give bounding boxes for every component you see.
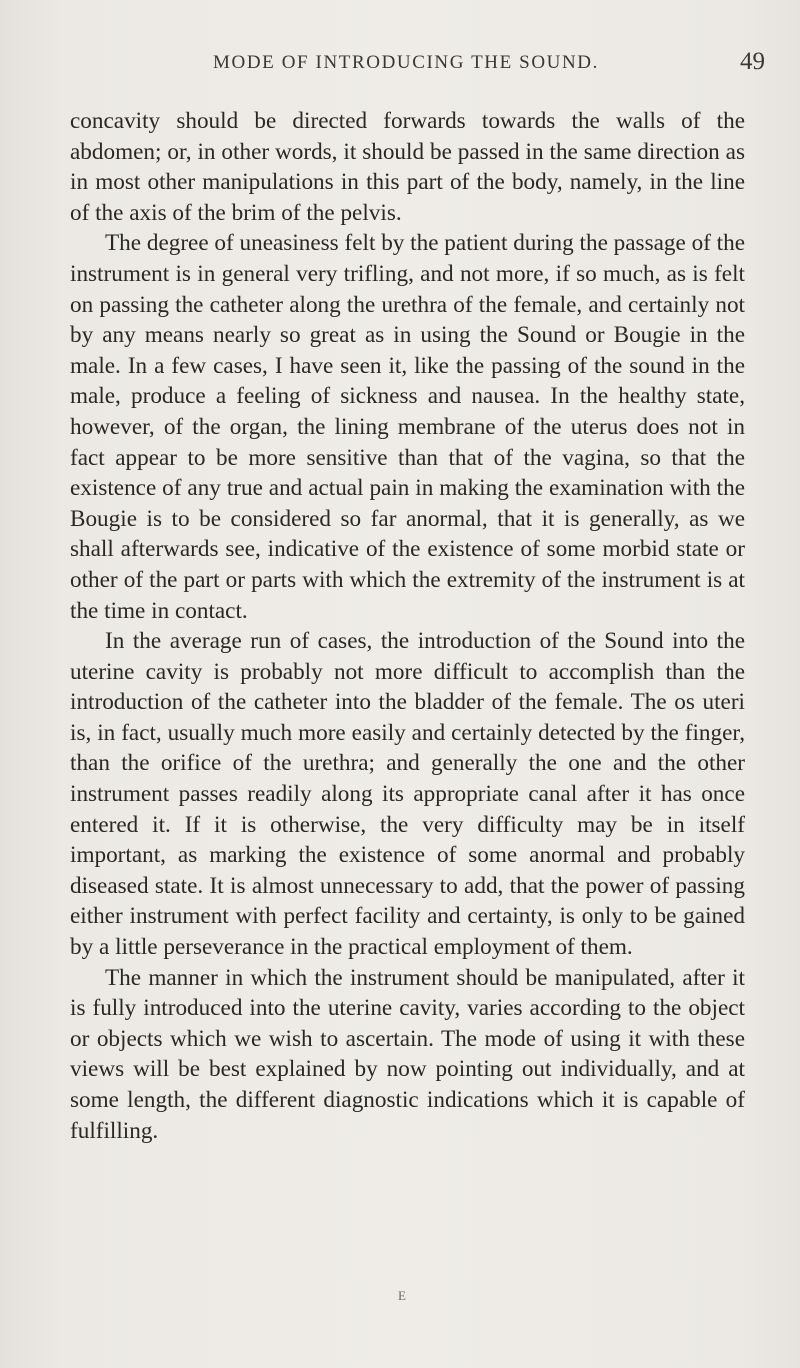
running-title: MODE OF INTRODUCING THE SOUND. bbox=[213, 52, 599, 73]
paragraph-uneasiness: The degree of uneasiness felt by the patient during the passage of the instrument is in general very trifling, and not more, if so much, as is felt on passing the catheter along the urethra of the female, and certainly not by any means nearly so great as in using the Sound or Bougie in the male. In a few cases, I have seen it, like the passing of the sound in the male, produce a feeling of sickness and nausea. In the healthy state, however, of the organ, the lining membrane of the uterus does not in fact appear to be more sensitive than that of the vagina, so that the existence of any true and actual pain in making the examination with the Bougie is to be considered so far anormal, that it is generally, as we shall afterwards see, indicative of the existence of some morbid state or other of the part or parts with which the extremity of the instrument is at the time in contact. bbox=[70, 230, 746, 624]
body-text bbox=[70, 106, 745, 1146]
paragraph-manipulation: The manner in which the instrument should be manipulated, after it is fully introduced into the uterine cavity, varies according to the object or objects which we wish to ascertain. The mode of using it with these views will be best explained by now pointing out individually, and at some length, the different diagnostic indications which it is capable of fulfilling. bbox=[70, 964, 745, 1144]
paragraph-continuation: concavity should be directed forwards towards the walls of the abdomen; or, in other words, it should be passed in the same direction as in most other manipulations in this part of the body, namely, in the line of the axis of the brim of the pelvis. bbox=[70, 108, 745, 226]
running-head bbox=[0, 48, 800, 82]
page-number: 49 bbox=[740, 48, 765, 75]
signature-mark: E bbox=[398, 1288, 407, 1303]
paragraph-average-cases: In the average run of cases, the introduction of the Sound into the uterine cavity is probably not more difficult to accomplish than the introduction of the catheter into the bladder of the female. The os uteri is, in fact, usually much more easily and certainly detected by the finger, than the orifice of the urethra; and generally the one and the other instrument passes readily along its appropriate canal after it has once entered it. If it is otherwise, the very difficulty may be in itself important, as marking the existence of some anormal and probably diseased state. It is almost unnecessary to add, that the power of passing either instrument with perfect facility and certainty, is only to be gained by a little perseverance in the practical employment of them. bbox=[70, 628, 745, 961]
